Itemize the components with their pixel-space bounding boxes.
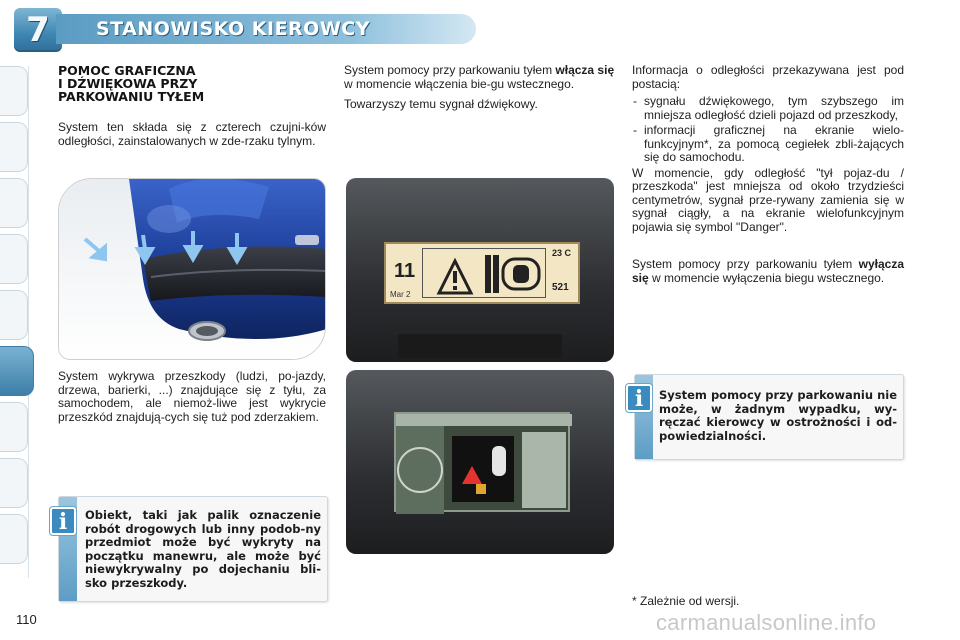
danger-and-car-graphic (423, 249, 547, 299)
parking-graphic (422, 248, 546, 298)
chapter-tab-8[interactable] (0, 402, 28, 452)
intro-paragraph: System ten składa się z czterech czujni-ków odległości, zainstalowanych w zde-rzaku tylnym. (58, 120, 326, 148)
section-heading (58, 64, 204, 103)
display-left-value: 11 (394, 260, 416, 282)
activation-post: w momencie włączenia bie-gu wstecznego. (344, 76, 575, 91)
display-temperature: 23 C (552, 248, 572, 258)
deactivation-post: w momencie wyłączenia biegu wstecznego. (648, 270, 885, 285)
info-intro: Informacja o odległości przekazywana jest pod postacią: (632, 63, 904, 91)
chapter-tab-9[interactable] (0, 458, 28, 508)
chapter-tab-7-active[interactable] (0, 346, 34, 396)
chapter-tab-3[interactable] (0, 178, 28, 228)
chapter-tabs (0, 66, 40, 578)
display-right-value: 521 (552, 282, 569, 293)
page-number: 110 (16, 612, 37, 627)
activation-text (344, 64, 616, 119)
footnote: * Zależnie od wersji. (632, 594, 740, 608)
activation-bold: włącza się (555, 63, 615, 77)
info-icon-letter: i (634, 386, 644, 412)
info-box-left (58, 496, 328, 602)
display-panel (384, 242, 580, 304)
chapter-tab-5[interactable] (0, 290, 28, 340)
rear-bumper-sensors-image (58, 178, 326, 360)
sound-text: Towarzyszy temu sygnał dźwiękowy. (344, 97, 538, 111)
list-item: - sygnału dźwiękowego, tym szybszego im mniejsza odległość dzieli pojazd od przeszkody, (632, 95, 904, 122)
info-box-right-text: System pomocy przy parkowaniu nie może, w żadnym wypadku, wy-ręczać kierowcy w ostrożności i od-powiedzialności. (659, 388, 897, 443)
watermark: carmanualsonline.info (656, 610, 877, 635)
color-display-image (346, 370, 614, 554)
monochrome-display-image (346, 178, 614, 362)
info-box-right (634, 374, 904, 460)
heading-line-2: I DŹWIĘKOWA PRZY (58, 76, 198, 91)
display-date: Mar 2 (390, 290, 411, 299)
chapter-tab-10[interactable] (0, 514, 28, 564)
chapter-tab-2[interactable] (0, 122, 28, 172)
right-text-block (632, 64, 904, 292)
deactivation-bold: wyłącza się (632, 257, 904, 285)
detection-paragraph: System wykrywa przeszkody (ludzi, po-jazdy, drzewa, barierki, ...) znajdujące się z tyłu, za samochodem, ale niemoż-liwe jest wykrycie przeszkód znajdują-cych się tuż pod zderzakiem. (58, 369, 326, 424)
info-icon (626, 384, 652, 412)
list-item: - informacji graficznej na ekranie wielo-funkcyjnym*, za pomocą cegiełek zbli-żających się do samochodu. (632, 124, 904, 165)
car-rear-illustration (59, 179, 326, 360)
display-button-strip (398, 334, 562, 358)
heading-line-3: PARKOWANIU TYŁEM (58, 89, 205, 104)
chapter-badge (14, 8, 62, 52)
deactivation-pre: System pomocy przy parkowaniu tyłem (632, 257, 859, 271)
info-box-left-text: Obiekt, taki jak palik oznaczenie robót drogowych lub inny podob-ny przedmiot może być wykryty na początku manewru, ale może być niewykrywalny po dojechaniu bli-sko przeszkody. (85, 508, 321, 590)
activation-pre: System pomocy przy parkowaniu tyłem (344, 63, 556, 77)
heading-line-1: POMOC GRAFICZNA (58, 63, 196, 78)
page-title: STANOWISKO KIEROWCY (96, 18, 370, 40)
chapter-number: 7 (26, 10, 50, 50)
info-icon (50, 507, 76, 535)
color-screen-graphic (396, 414, 572, 514)
info-icon-letter: i (58, 509, 68, 535)
info-list (632, 95, 904, 165)
chapter-tab-4[interactable] (0, 234, 28, 284)
danger-paragraph: W momencie, gdy odległość "tył pojaz-du / przeszkoda" jest mniejsza od około trzydzieści centymetrów, sygnał prze-rywany zamienia się w sygnał ciągły, a na ekranie wielofunkcyjnym pojawia się symbol "Danger". (632, 165, 904, 234)
color-screen (394, 412, 570, 512)
chapter-tab-1[interactable] (0, 66, 28, 116)
